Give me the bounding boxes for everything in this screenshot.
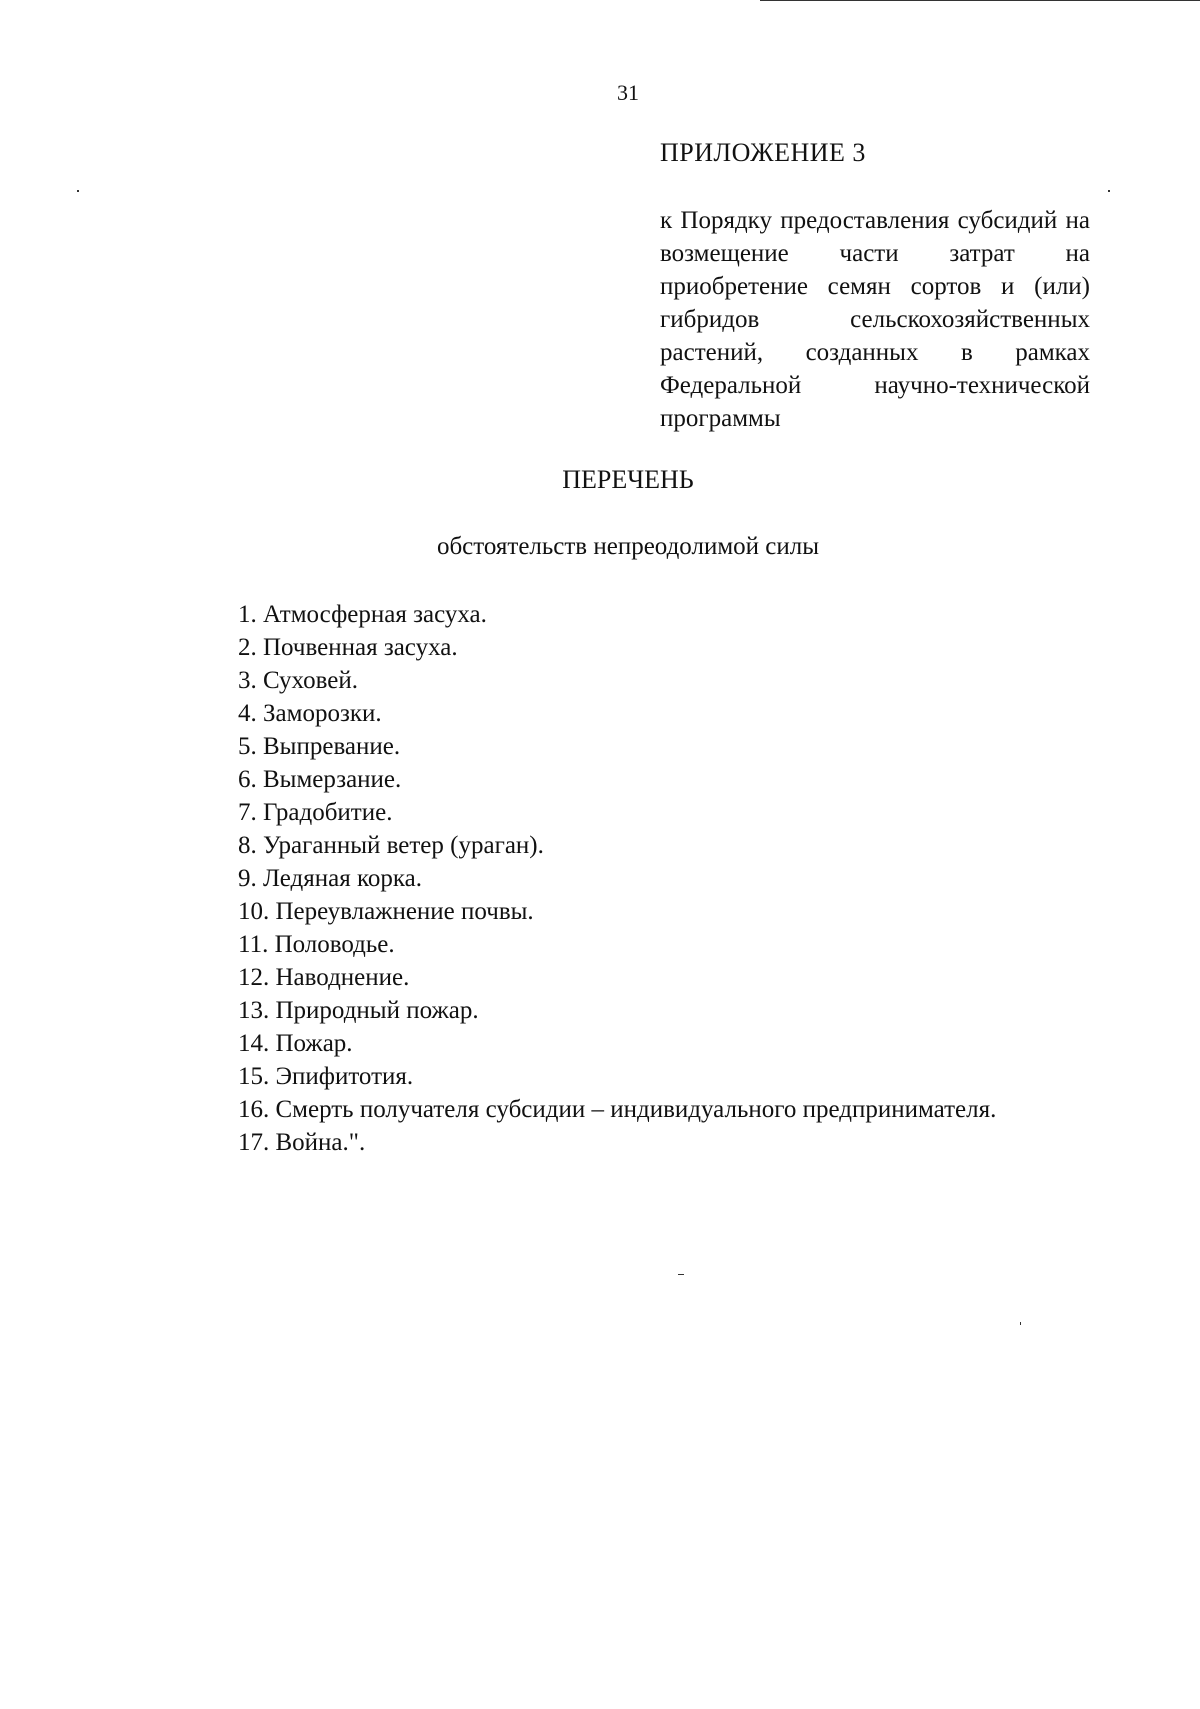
- list-item: 11. Половодье.: [238, 931, 395, 958]
- scan-dot: [1020, 1322, 1021, 1325]
- list-item: 7. Градобитие.: [238, 799, 393, 826]
- scan-line-top: [760, 0, 1200, 1]
- appendix-reference: к Порядку предоставления субсидий на возмещение части затрат на приобретение семян сортов и (или) гибридов сельскохозяйственных растений, созданных в рамках Федеральной научно-технической программы: [660, 207, 1090, 432]
- list-item: 14. Пожар.: [238, 1030, 353, 1057]
- list-item: 4. Заморозки.: [238, 700, 382, 727]
- list-subtitle: обстоятельств непреодолимой силы: [436, 533, 820, 560]
- list-item: 17. Война.".: [238, 1129, 366, 1156]
- page-number: 31: [617, 80, 639, 105]
- list-item: 16. Смерть получателя субсидии – индивидуального предпринимателя.: [238, 1096, 997, 1123]
- list-item: 3. Суховей.: [238, 667, 358, 694]
- list-title: ПЕРЕЧЕНЬ: [562, 465, 694, 494]
- scan-dot: [77, 190, 79, 192]
- list-item: 8. Ураганный ветер (ураган).: [238, 832, 544, 859]
- scan-dot: [1108, 190, 1110, 192]
- force-majeure-list: [238, 598, 996, 1159]
- list-item: 1. Атмосферная засуха.: [238, 601, 487, 628]
- list-item: 10. Переувлажнение почвы.: [238, 898, 534, 925]
- list-item: 13. Природный пожар.: [238, 997, 479, 1024]
- appendix-title: ПРИЛОЖЕНИЕ 3: [660, 138, 866, 167]
- list-item: 12. Наводнение.: [238, 964, 410, 991]
- list-item: 5. Выпревание.: [238, 733, 401, 760]
- list-item: 9. Ледяная корка.: [238, 865, 422, 892]
- list-item: 2. Почвенная засуха.: [238, 634, 458, 661]
- list-item: 15. Эпифитотия.: [238, 1063, 414, 1090]
- list-item: 6. Вымерзание.: [238, 766, 402, 793]
- scan-dot: [678, 1274, 684, 1275]
